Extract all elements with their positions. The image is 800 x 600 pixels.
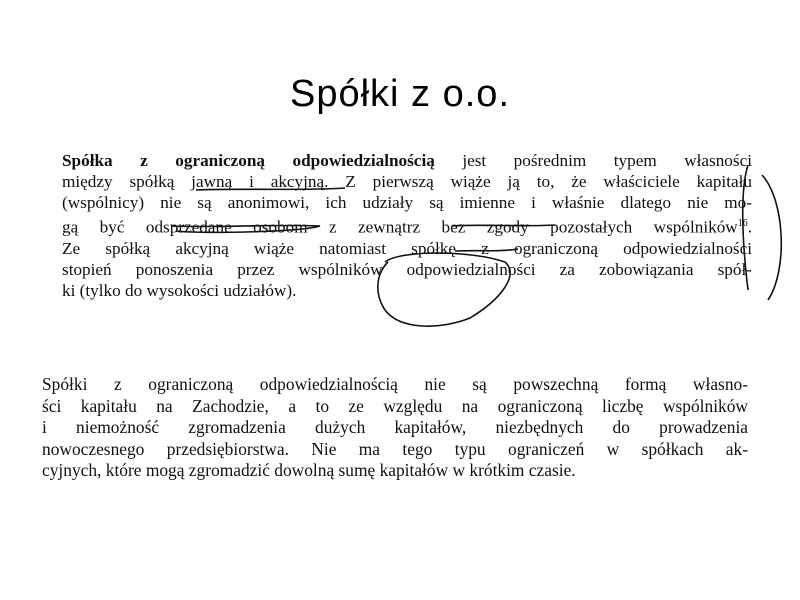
excerpt-2-line-4: nowoczesnego przedsiębiorstwa. Nie ma tego typu ograniczeń w spółkach ak- <box>42 438 748 459</box>
excerpt-1-line-2: między spółką jawną i akcyjną. Z pierwszą wiąże ją to, że właściciele kapitału <box>62 172 752 191</box>
excerpt-1-line-1-text: jest pośrednim typem własności <box>434 151 752 170</box>
excerpt-1-line-1 <box>62 150 752 171</box>
excerpt-2-line-5: cyjnych, które mogą zgromadzić dowolną sumę kapitałów w krótkim czasie. <box>42 460 576 481</box>
footnote-ref: 16 <box>737 218 748 229</box>
excerpt-1-line-3: (wspólnicy) nie są anonimowi, ich udziały są imienne i właśnie dlatego nie mo- <box>62 193 752 212</box>
excerpt-1-line-4 <box>62 213 752 238</box>
excerpt-1-line-5: Ze spółką akcyjną wiąże natomiast spółkę z ograniczoną odpowiedzialności <box>62 238 752 258</box>
excerpt-1-line-7: ki (tylko do wysokości udziałów). <box>62 280 297 300</box>
excerpt-1-line-4-text: gą być odsprzedane osobom z zewnątrz bez zgody pozostałych wspólników <box>62 217 738 237</box>
excerpt-1-lead-term: Spółka z ograniczoną odpowiedzialnością <box>62 151 435 170</box>
scanned-excerpt-1 <box>62 150 752 320</box>
scanned-excerpt-2 <box>42 374 748 514</box>
slide-title: Spółki z o.o. <box>290 73 510 116</box>
excerpt-2-line-2: ści kapitału na Zachodzie, a to ze względu na ograniczoną liczbę wspólników <box>42 395 748 416</box>
excerpt-1-line-6: stopień ponoszenia przez wspólników odpowiedzialności za zobowiązania spół- <box>62 259 752 279</box>
excerpt-2-line-3: i niemożność zgromadzenia dużych kapitałów, niezbędnych do prowadzenia <box>42 417 748 438</box>
footnote-tail: . <box>747 217 752 237</box>
margin-arc <box>762 175 781 300</box>
excerpt-2-line-1: Spółki z ograniczoną odpowiedzialnością nie są powszechną formą własno- <box>42 374 748 394</box>
